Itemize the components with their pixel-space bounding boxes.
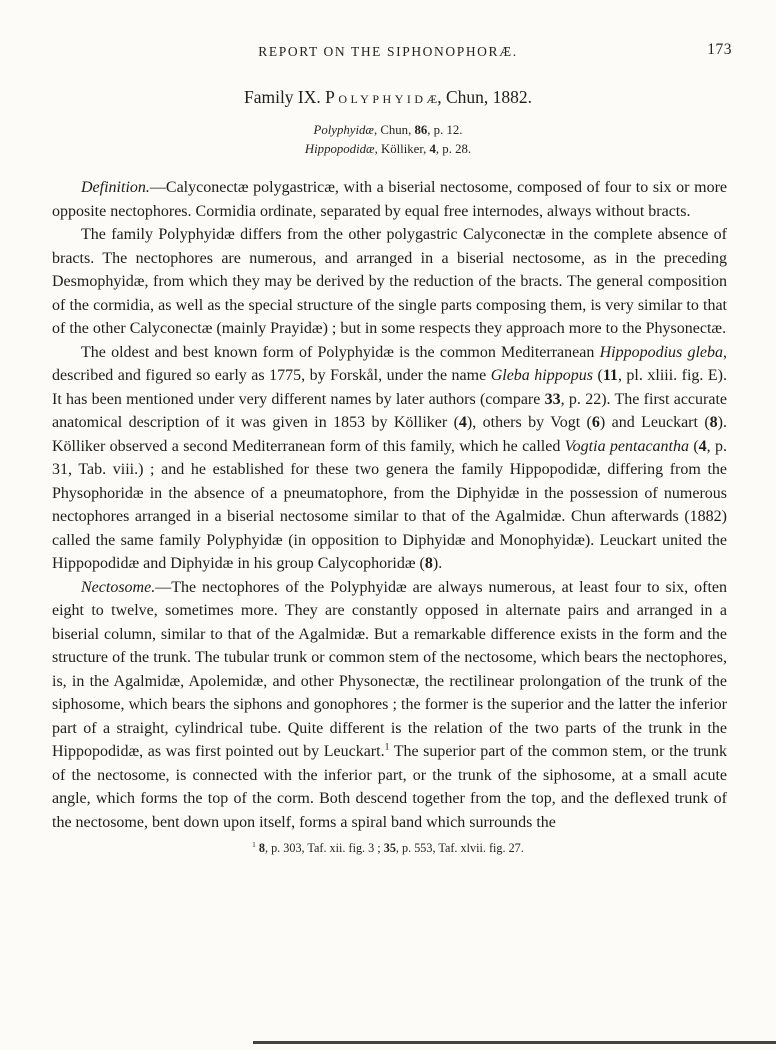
paragraph-family-comparison: The family Polyphyidæ differs from the other polygastric Calyconectæ in the complete absence of bracts. The nectophores are numerous, and arranged in a biserial nectosome, as in the preceding Desmophyidæ, from which they may be derived by the reduction of the bracts. The general composition of the cormidia, as well as the special structure of the single parts composing them, is very similar to that of the other Calyconectæ (mainly Prayidæ) ; but in some respects they approach more to the Physonectæ.	[52, 226, 727, 337]
synonymy-line: Hippopodidæ, Kölliker, 4, p. 28.	[304, 142, 472, 156]
scan-artifact-line	[253, 1041, 776, 1044]
page-header	[0, 0, 776, 60]
running-title: REPORT ON THE SIPHONOPHORÆ.	[258, 44, 518, 59]
synonymy-line: Polyphyidæ, Chun, 86, p. 12.	[313, 123, 463, 137]
footnote: $^1$ 8, p. 303, Taf. xii. fig. 3 ; 35, p. 553, Taf. xlvii. fig. 27.	[252, 839, 524, 855]
paragraph-nectosome: Nectosome.—The nectophores of the Polyphyidæ are always numerous, at least four to six, often eight to twelve, sometimes more. They are constantly opposed in alternate pairs and arranged in a biserial column, similar to that of the Agalmidæ. But a remarkable difference exists in the form and the structure of the trunk. The tubular trunk or common stem of the nectosome, which bears the nectophores, is, in the Agalmidæ, Apolemidæ, and other Physonectæ, the rectilinear prolongation of the trunk of the siphosome, which bears the siphons and gonophores ; the former is the superior and the latter the inferior part of a straight, cylindrical tube. Quite different is the relation of the two parts of the trunk in the Hippopodidæ, as was first pointed out by Leuckart.$^1$ The superior part of the common stem, or the trunk of the nectosome, is connected with the inferior part, or the trunk of the siphosome, at a small acute angle, which forms the top of the corm. Both descend together from the top, and the deflexed trunk of the nectosome, bent down upon itself, forms a spiral band which surrounds the	[52, 578, 728, 831]
page-number: 173	[707, 41, 732, 58]
section-heading: Family IX. Polyphyidæ, Chun, 1882.	[243, 87, 533, 107]
paragraph-history: The oldest and best known form of Polyphyidæ is the common Mediterranean Hippopodius gleba, described and figured so early as 1775, by Forskål, under the name Gleba hippopus (11, pl. xliii. fig. E). It has been mentioned under very different names by later authors (compare 33, p. 22). The first accurate anatomical description of it was given in 1853 by Kölliker (4), others by Vogt (6) and Leuckart (8). Kölliker observed a second Mediterranean form of this family, which he called Vogtia pentacantha (4, p. 31, Tab. viii.) ; and he established for these two genera the family Hippopodidæ, differing from the Physophoridæ in the absence of a pneumatophore, from the Diphyidæ in the possession of numerous nectophores arranged in a biserial nectosome similar to that of the Agalmidæ. Chun afterwards (1882) called the same family Polyphyidæ (in opposition to Diphyidæ and Monophyidæ). Leuckart united the Hippopodidæ and Diphyidæ in his group Calycophoridæ (8).	[52, 343, 728, 572]
synonymy-block	[0, 121, 776, 159]
paragraph-definition: Definition.—Calyconectæ polygastricæ, with a biserial nectosome, composed of four to six or more opposite nectophores. Cormidia ordinate, separated by equal free internodes, always without bracts.	[52, 179, 727, 220]
body-text	[52, 176, 727, 834]
